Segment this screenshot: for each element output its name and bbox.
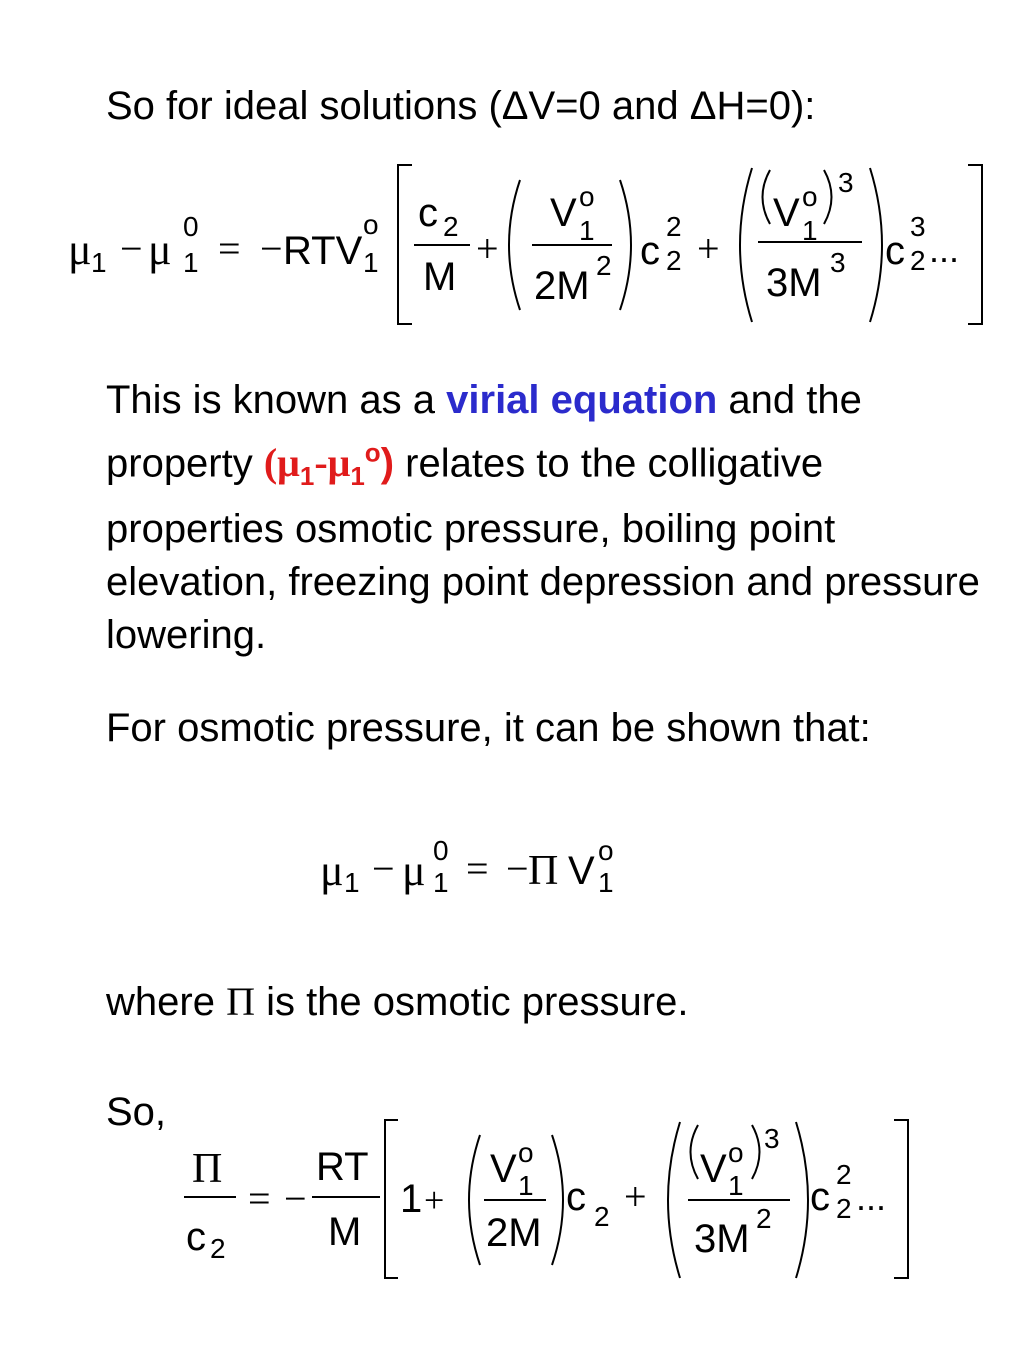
svg-text:3: 3 [910, 211, 926, 242]
svg-text:c: c [418, 191, 438, 235]
svg-text:1: 1 [728, 1170, 744, 1201]
virial-paragraph: This is known as a virial equation and the property $(\mu_1-\mu_1^o)$ relates to the colligative properties osmotic pressure, boiling point elevation, freezing point depression and pressure lowering. [106, 378, 980, 658]
virial-equation-term: virial equation [446, 378, 718, 422]
svg-text:V: V [773, 191, 800, 235]
svg-text:2: 2 [836, 1193, 852, 1224]
svg-text:o: o [728, 1137, 744, 1168]
svg-text:o: o [598, 835, 614, 866]
svg-text:+: + [424, 1180, 445, 1220]
svg-text:...: ... [929, 229, 960, 270]
svg-text:V: V [700, 1147, 727, 1191]
svg-text:c: c [186, 1215, 206, 1259]
svg-text:2: 2 [443, 211, 459, 242]
svg-text:3: 3 [764, 1123, 780, 1154]
svg-text:+: + [624, 1174, 647, 1219]
svg-text:M: M [423, 255, 457, 299]
svg-text:2: 2 [596, 250, 612, 281]
svg-text:2: 2 [594, 1201, 610, 1232]
svg-text:1: 1 [344, 867, 360, 898]
svg-text:M: M [328, 1210, 362, 1254]
svg-text:2M: 2M [486, 1211, 542, 1255]
svg-text:2: 2 [756, 1203, 772, 1234]
svg-text:V: V [550, 191, 577, 235]
svg-text:Π: Π [528, 848, 559, 894]
svg-text:V: V [568, 849, 595, 893]
svg-text:c: c [885, 229, 905, 273]
svg-text:2: 2 [210, 1233, 226, 1264]
svg-text:3M: 3M [766, 261, 822, 305]
svg-text:μ: μ [68, 225, 92, 274]
svg-text:Π: Π [192, 1146, 223, 1192]
svg-text:2: 2 [666, 211, 682, 242]
svg-text:0: 0 [433, 835, 449, 866]
svg-text:1: 1 [598, 867, 614, 898]
svg-text:1: 1 [183, 247, 199, 278]
where-pi-line: where Π is the osmotic pressure. [106, 979, 689, 1024]
svg-text:=: = [218, 226, 241, 271]
equation-osmotic-chemical-potential [320, 835, 614, 898]
svg-text:c: c [566, 1175, 586, 1219]
svg-text:c: c [810, 1175, 830, 1219]
svg-text:c: c [640, 229, 660, 273]
svg-text:1: 1 [518, 1170, 534, 1201]
svg-text:+: + [476, 226, 499, 271]
svg-text:V: V [490, 1147, 517, 1191]
svg-text:μ: μ [148, 225, 172, 274]
svg-text:+: + [697, 226, 720, 271]
svg-text:o: o [518, 1137, 534, 1168]
equation-virial-chemical-potential [68, 165, 982, 324]
svg-text:μ: μ [402, 846, 426, 895]
svg-text:−: − [506, 846, 529, 891]
svg-text:o: o [363, 209, 379, 240]
svg-text:...: ... [856, 1177, 887, 1218]
equation-osmotic-virial [184, 1120, 908, 1278]
so-label: So, [106, 1090, 167, 1134]
svg-text:−: − [372, 846, 395, 891]
svg-text:1: 1 [91, 247, 107, 278]
svg-text:o: o [802, 181, 818, 212]
svg-text:1: 1 [579, 215, 595, 246]
chemical-potential-difference: $(\mu_1-\mu_1^o)$ [263, 438, 395, 492]
svg-text:1: 1 [400, 1177, 423, 1221]
osmotic-intro: For osmotic pressure, it can be shown that: [106, 706, 871, 750]
svg-text:2: 2 [666, 245, 682, 276]
svg-text:−: − [120, 226, 143, 271]
svg-text:RTV: RTV [283, 229, 363, 273]
svg-text:2: 2 [910, 245, 926, 276]
svg-text:1: 1 [363, 247, 379, 278]
svg-text:0: 0 [183, 211, 199, 242]
svg-text:=: = [248, 1176, 271, 1221]
svg-text:3: 3 [838, 167, 854, 198]
svg-text:1: 1 [802, 215, 818, 246]
svg-text:2: 2 [836, 1159, 852, 1190]
heading: So for ideal solutions (ΔV=0 and ΔH=0): [106, 84, 816, 128]
svg-text:=: = [466, 846, 489, 891]
svg-text:2M: 2M [534, 264, 590, 308]
svg-text:RT: RT [316, 1145, 369, 1189]
svg-text:1: 1 [433, 867, 449, 898]
svg-text:−: − [260, 226, 283, 271]
svg-text:3: 3 [830, 247, 846, 278]
svg-text:μ: μ [320, 846, 344, 895]
svg-text:3M: 3M [694, 1217, 750, 1261]
svg-text:o: o [579, 181, 595, 212]
svg-text:−: − [284, 1176, 307, 1221]
